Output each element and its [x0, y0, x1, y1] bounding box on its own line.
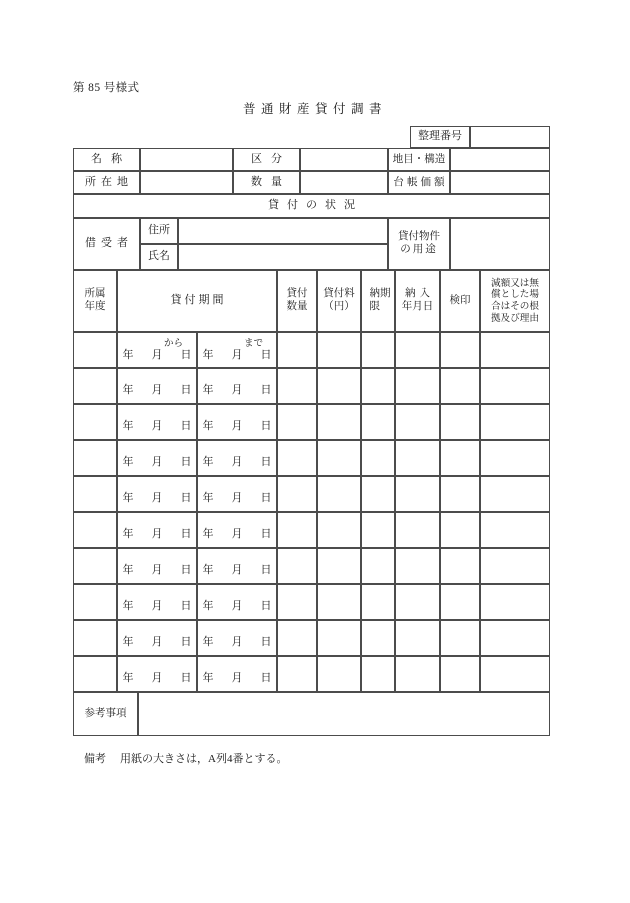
cell-due-date[interactable]: [361, 620, 395, 656]
date-part: 年: [202, 456, 214, 468]
cell-payment-date[interactable]: [395, 404, 440, 440]
date-part: 年: [122, 600, 134, 612]
cell-period-to[interactable]: [197, 620, 277, 656]
period-from-tag: から: [163, 339, 183, 349]
cell-payment-date[interactable]: [395, 332, 440, 368]
cell-seal[interactable]: [440, 332, 480, 368]
date-part: 月: [231, 492, 243, 504]
cell-period-to[interactable]: [197, 656, 277, 692]
date-part: 月: [151, 672, 163, 684]
date-part: 月: [151, 384, 163, 396]
cell-seal[interactable]: [440, 620, 480, 656]
cell-payment-date[interactable]: [395, 476, 440, 512]
cell-seal[interactable]: [440, 404, 480, 440]
date-part: 年: [202, 384, 214, 396]
date-part: 日: [180, 600, 192, 612]
cell-fee[interactable]: [317, 548, 361, 584]
property-location-value[interactable]: [140, 171, 233, 194]
cell-period-from[interactable]: [117, 368, 197, 404]
cell-reason[interactable]: [480, 368, 550, 404]
property-ledger-price-value[interactable]: [450, 171, 550, 194]
cell-reason[interactable]: [480, 440, 550, 476]
date-part: 日: [260, 528, 272, 540]
cell-period-from[interactable]: [117, 548, 197, 584]
cell-period-from[interactable]: [117, 584, 197, 620]
cell-reason[interactable]: [480, 404, 550, 440]
col-header-seal: 検印: [440, 270, 480, 332]
date-part: 日: [180, 528, 192, 540]
date-part: 年: [122, 384, 134, 396]
cell-fee[interactable]: [317, 440, 361, 476]
date-part: 月: [231, 600, 243, 612]
cell-period-to[interactable]: [197, 584, 277, 620]
date-part: 日: [180, 672, 192, 684]
col-header-fiscal-year: 所属 年度: [73, 270, 117, 332]
cell-period-to[interactable]: [197, 512, 277, 548]
date-part: 日: [180, 420, 192, 432]
cell-seal[interactable]: [440, 512, 480, 548]
cell-fiscal-year[interactable]: [73, 512, 117, 548]
cell-payment-date[interactable]: [395, 512, 440, 548]
date-part: 日: [180, 349, 192, 361]
cell-seal[interactable]: [440, 440, 480, 476]
cell-due-date[interactable]: [361, 656, 395, 692]
cell-quantity[interactable]: [277, 548, 317, 584]
cell-reason[interactable]: [480, 548, 550, 584]
property-name-label: 名称: [73, 148, 140, 171]
cell-quantity[interactable]: [277, 584, 317, 620]
property-name-value[interactable]: [140, 148, 233, 171]
date-part: 日: [180, 564, 192, 576]
cell-quantity[interactable]: [277, 332, 317, 368]
cell-period-to[interactable]: [197, 332, 277, 368]
cell-period-to[interactable]: [197, 440, 277, 476]
date-part: 月: [231, 349, 243, 361]
cell-period-from[interactable]: [117, 476, 197, 512]
col-header-reason: 減額又は無 償とした場 合はその根 拠及び理由: [480, 270, 550, 332]
date-part: 月: [231, 384, 243, 396]
date-part: 日: [260, 636, 272, 648]
date-part: 日: [260, 564, 272, 576]
cell-fiscal-year[interactable]: [73, 584, 117, 620]
footer-note: [84, 750, 287, 766]
date-part: 月: [151, 636, 163, 648]
cell-due-date[interactable]: [361, 332, 395, 368]
date-part: 日: [260, 672, 272, 684]
control-number-value[interactable]: [470, 126, 550, 148]
date-part: 日: [180, 636, 192, 648]
col-header-quantity: 貸付 数量: [277, 270, 317, 332]
cell-fee[interactable]: [317, 368, 361, 404]
cell-payment-date[interactable]: [395, 440, 440, 476]
period-to-tag: まで: [243, 339, 263, 349]
usage-label-line1: 貸付物件: [398, 231, 440, 243]
date-part: 日: [260, 420, 272, 432]
cell-period-to[interactable]: [197, 476, 277, 512]
cell-quantity[interactable]: [277, 512, 317, 548]
cell-period-to[interactable]: [197, 368, 277, 404]
borrower-address-label: 住所: [140, 218, 178, 244]
cell-reason[interactable]: [480, 584, 550, 620]
cell-period-to[interactable]: [197, 548, 277, 584]
date-part: 日: [260, 456, 272, 468]
cell-fee[interactable]: [317, 584, 361, 620]
property-quantity-label: 数量: [233, 171, 300, 194]
date-part: 年: [202, 600, 214, 612]
page-title: [0, 99, 630, 117]
date-part: 年: [122, 420, 134, 432]
cell-due-date[interactable]: [361, 404, 395, 440]
cell-fiscal-year[interactable]: [73, 368, 117, 404]
cell-period-from[interactable]: [117, 332, 197, 368]
borrower-address-value[interactable]: [178, 218, 388, 244]
date-part: 年: [202, 349, 214, 361]
cell-fee[interactable]: [317, 656, 361, 692]
cell-fiscal-year[interactable]: [73, 656, 117, 692]
col-header-period: 貸付期間: [117, 270, 277, 332]
remarks-value[interactable]: [138, 692, 550, 736]
page-title-text: 普通財産貸付調書: [242, 102, 387, 116]
borrower-name-value[interactable]: [178, 244, 388, 270]
cell-fiscal-year[interactable]: [73, 548, 117, 584]
cell-due-date[interactable]: [361, 512, 395, 548]
cell-due-date[interactable]: [361, 440, 395, 476]
cell-fee[interactable]: [317, 512, 361, 548]
cell-seal[interactable]: [440, 476, 480, 512]
date-part: 年: [122, 492, 134, 504]
date-part: 日: [180, 492, 192, 504]
cell-fee[interactable]: [317, 332, 361, 368]
cell-quantity[interactable]: [277, 404, 317, 440]
cell-fee[interactable]: [317, 620, 361, 656]
cell-quantity[interactable]: [277, 440, 317, 476]
date-part: 年: [122, 672, 134, 684]
usage-label: [388, 218, 450, 270]
footer-note-label: 備考: [84, 753, 106, 765]
cell-reason[interactable]: [480, 332, 550, 368]
cell-quantity[interactable]: [277, 368, 317, 404]
cell-fiscal-year[interactable]: [73, 620, 117, 656]
col-header-due-date: 納期 限: [361, 270, 395, 332]
date-part: 月: [151, 492, 163, 504]
date-part: 月: [151, 600, 163, 612]
date-part: 月: [231, 672, 243, 684]
date-part: 年: [202, 672, 214, 684]
date-part: 年: [202, 564, 214, 576]
cell-period-from[interactable]: [117, 512, 197, 548]
cell-period-from[interactable]: [117, 404, 197, 440]
cell-fee[interactable]: [317, 404, 361, 440]
col-header-payment-date: 納入 年月日: [395, 270, 440, 332]
property-land-structure-label: 地目・構造: [388, 148, 450, 171]
date-part: 月: [231, 456, 243, 468]
cell-reason[interactable]: [480, 512, 550, 548]
footer-note-text: 用紙の大きさは，A列4番とする。: [120, 753, 288, 765]
cell-fiscal-year[interactable]: [73, 404, 117, 440]
date-part: 月: [231, 528, 243, 540]
borrower-label: 借受者: [73, 218, 140, 270]
lending-status-title: 貸付の状況: [73, 194, 550, 218]
date-part: 月: [231, 636, 243, 648]
cell-reason[interactable]: [480, 620, 550, 656]
usage-label-line2: の用途: [400, 244, 438, 255]
usage-value[interactable]: [450, 218, 550, 270]
property-category-label: 区分: [233, 148, 300, 171]
cell-payment-date[interactable]: [395, 548, 440, 584]
cell-fee[interactable]: [317, 476, 361, 512]
col-header-fee: 貸付料 （円）: [317, 270, 361, 332]
cell-seal[interactable]: [440, 368, 480, 404]
cell-fiscal-year[interactable]: [73, 440, 117, 476]
date-part: 月: [151, 420, 163, 432]
date-part: 日: [260, 349, 272, 361]
cell-payment-date[interactable]: [395, 656, 440, 692]
property-category-value[interactable]: [300, 148, 388, 171]
date-part: 日: [180, 384, 192, 396]
cell-payment-date[interactable]: [395, 584, 440, 620]
cell-seal[interactable]: [440, 584, 480, 620]
date-part: 月: [231, 420, 243, 432]
date-part: 年: [202, 420, 214, 432]
borrower-name-label: 氏名: [140, 244, 178, 270]
date-part: 月: [151, 528, 163, 540]
cell-period-from[interactable]: [117, 620, 197, 656]
property-location-label: 所在地: [73, 171, 140, 194]
cell-period-from[interactable]: [117, 656, 197, 692]
cell-due-date[interactable]: [361, 368, 395, 404]
date-part: 年: [202, 636, 214, 648]
date-part: 年: [202, 528, 214, 540]
cell-reason[interactable]: [480, 656, 550, 692]
date-part: 年: [122, 349, 134, 361]
date-part: 年: [122, 636, 134, 648]
cell-quantity[interactable]: [277, 476, 317, 512]
property-ledger-price-label: 台帳価額: [388, 171, 450, 194]
cell-due-date[interactable]: [361, 548, 395, 584]
cell-period-from[interactable]: [117, 440, 197, 476]
cell-due-date[interactable]: [361, 584, 395, 620]
date-part: 月: [151, 456, 163, 468]
property-quantity-value[interactable]: [300, 171, 388, 194]
form-number: 第 85 号様式: [73, 82, 140, 94]
date-part: 年: [122, 456, 134, 468]
cell-seal[interactable]: [440, 656, 480, 692]
remarks-label: 参考事項: [73, 692, 138, 736]
date-part: 月: [151, 349, 163, 361]
date-part: 日: [260, 384, 272, 396]
date-part: 年: [122, 564, 134, 576]
property-land-structure-value[interactable]: [450, 148, 550, 171]
cell-fiscal-year[interactable]: [73, 332, 117, 368]
cell-fiscal-year[interactable]: [73, 476, 117, 512]
date-part: 日: [180, 456, 192, 468]
control-number-label: 整理番号: [410, 126, 470, 148]
date-part: 日: [260, 492, 272, 504]
date-part: 日: [260, 600, 272, 612]
cell-quantity[interactable]: [277, 620, 317, 656]
cell-period-to[interactable]: [197, 404, 277, 440]
cell-seal[interactable]: [440, 548, 480, 584]
cell-reason[interactable]: [480, 476, 550, 512]
cell-quantity[interactable]: [277, 656, 317, 692]
date-part: 年: [122, 528, 134, 540]
date-part: 月: [151, 564, 163, 576]
cell-due-date[interactable]: [361, 476, 395, 512]
date-part: 月: [231, 564, 243, 576]
date-part: 年: [202, 492, 214, 504]
cell-payment-date[interactable]: [395, 368, 440, 404]
cell-payment-date[interactable]: [395, 620, 440, 656]
